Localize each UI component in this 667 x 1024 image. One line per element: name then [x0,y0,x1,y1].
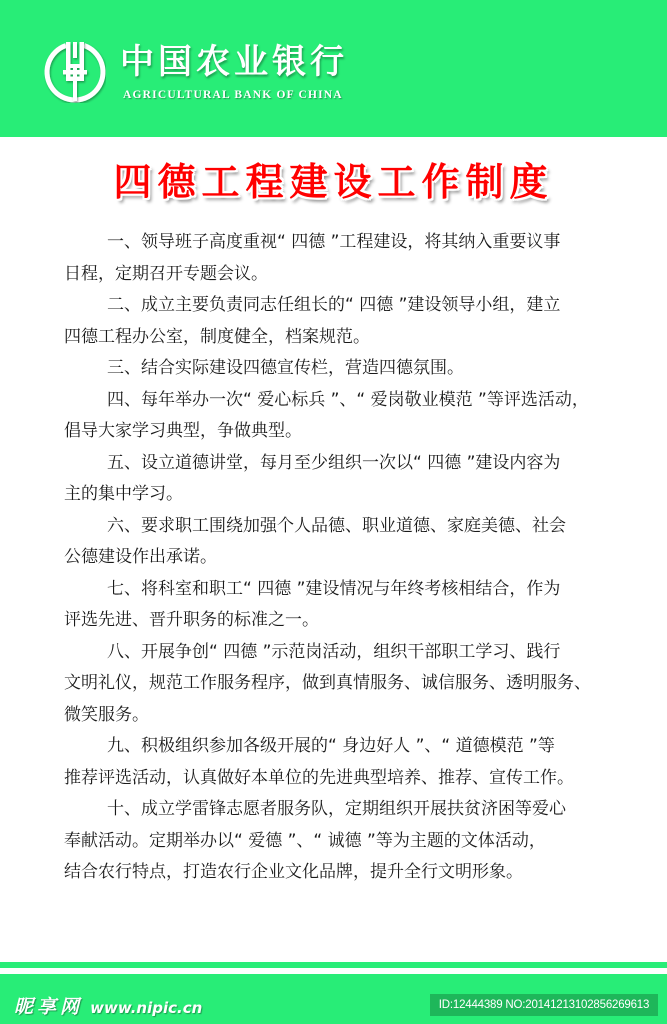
text-line: 结合农行特点，打造农行企业文化品牌，提升全行文明形象。 [64,862,523,882]
regulation-item-9 [64,731,614,794]
image-id-badge: ID:12444389 NO:20141213102856269613 [430,994,658,1016]
text-line: 九、积极组织参加各级开展的“ 身边好人 ”、“ 道德模范 ”等 [107,736,555,756]
watermark-site-name: 昵享网 [14,996,84,1018]
brand-name-cn: 中国农业银行 [120,42,348,82]
regulation-item-6 [64,511,614,574]
text-line: 一、领导班子高度重视“ 四德 ”工程建设，将其纳入重要议事 [107,232,561,252]
text-line: 七、将科室和职工“ 四德 ”建设情况与年终考核相结合，作为 [107,578,561,599]
text-line: 主的集中学习。 [64,484,183,504]
watermark-url: www.nipic.cn [90,999,203,1017]
regulation-item-10 [64,794,614,889]
text-line: 公德建设作出承诺。 [64,547,217,567]
regulation-item-2 [64,290,614,353]
regulation-item-4 [64,385,614,448]
text-line: 日程，定期召开专题会议。 [64,263,268,284]
text-line: 微笑服务。 [64,704,149,725]
text-line: 十、成立学雷锋志愿者服务队，定期组织开展扶贫济困等爱心 [107,799,566,819]
footer-divider-stripe [0,962,667,968]
regulation-item-1 [64,227,614,290]
abc-logo-icon [44,41,106,103]
text-line: 推荐评选活动，认真做好本单位的先进典型培养、推荐、宣传工作。 [64,767,574,788]
text-line: 文明礼仪，规范工作服务程序，做到真情服务、诚信服务、透明服务、 [64,673,591,693]
text-line: 奉献活动。定期举办以“ 爱德 ”、“ 诚德 ”等为主题的文体活动， [64,830,546,851]
regulation-item-8 [64,637,614,732]
text-line: 倡导大家学习典型，争做典型。 [64,421,302,441]
regulation-body [64,227,614,889]
regulation-item-7 [64,574,614,637]
brand-name-en: AGRICULTURAL BANK OF CHINA [123,89,343,101]
text-line: 六、要求职工围绕加强个人品德、职业道德、家庭美德、社会 [107,515,566,536]
text-line: 四、每年举办一次“ 爱心标兵 ”、“ 爱岗敬业模范 ”等评选活动， [107,389,589,410]
text-line: 五、设立道德讲堂，每月至少组织一次以“ 四德 ”建设内容为 [107,452,561,473]
text-line: 二、成立主要负责同志任组长的“ 四德 ”建设领导小组，建立 [107,295,561,315]
header-banner [0,0,667,137]
page-title: 四德工程建设工作制度 [113,160,554,204]
text-line: 三、结合实际建设四德宣传栏，营造四德氛围。 [107,358,464,378]
text-line: 四德工程办公室，制度健全，档案规范。 [64,326,370,347]
regulation-item-5 [64,448,614,511]
text-line: 评选先进、晋升职务的标准之一。 [64,610,319,630]
regulation-item-3 [64,353,614,385]
watermark [14,992,202,1019]
text-line: 八、开展争创“ 四德 ”示范岗活动，组织干部职工学习、践行 [107,641,561,662]
